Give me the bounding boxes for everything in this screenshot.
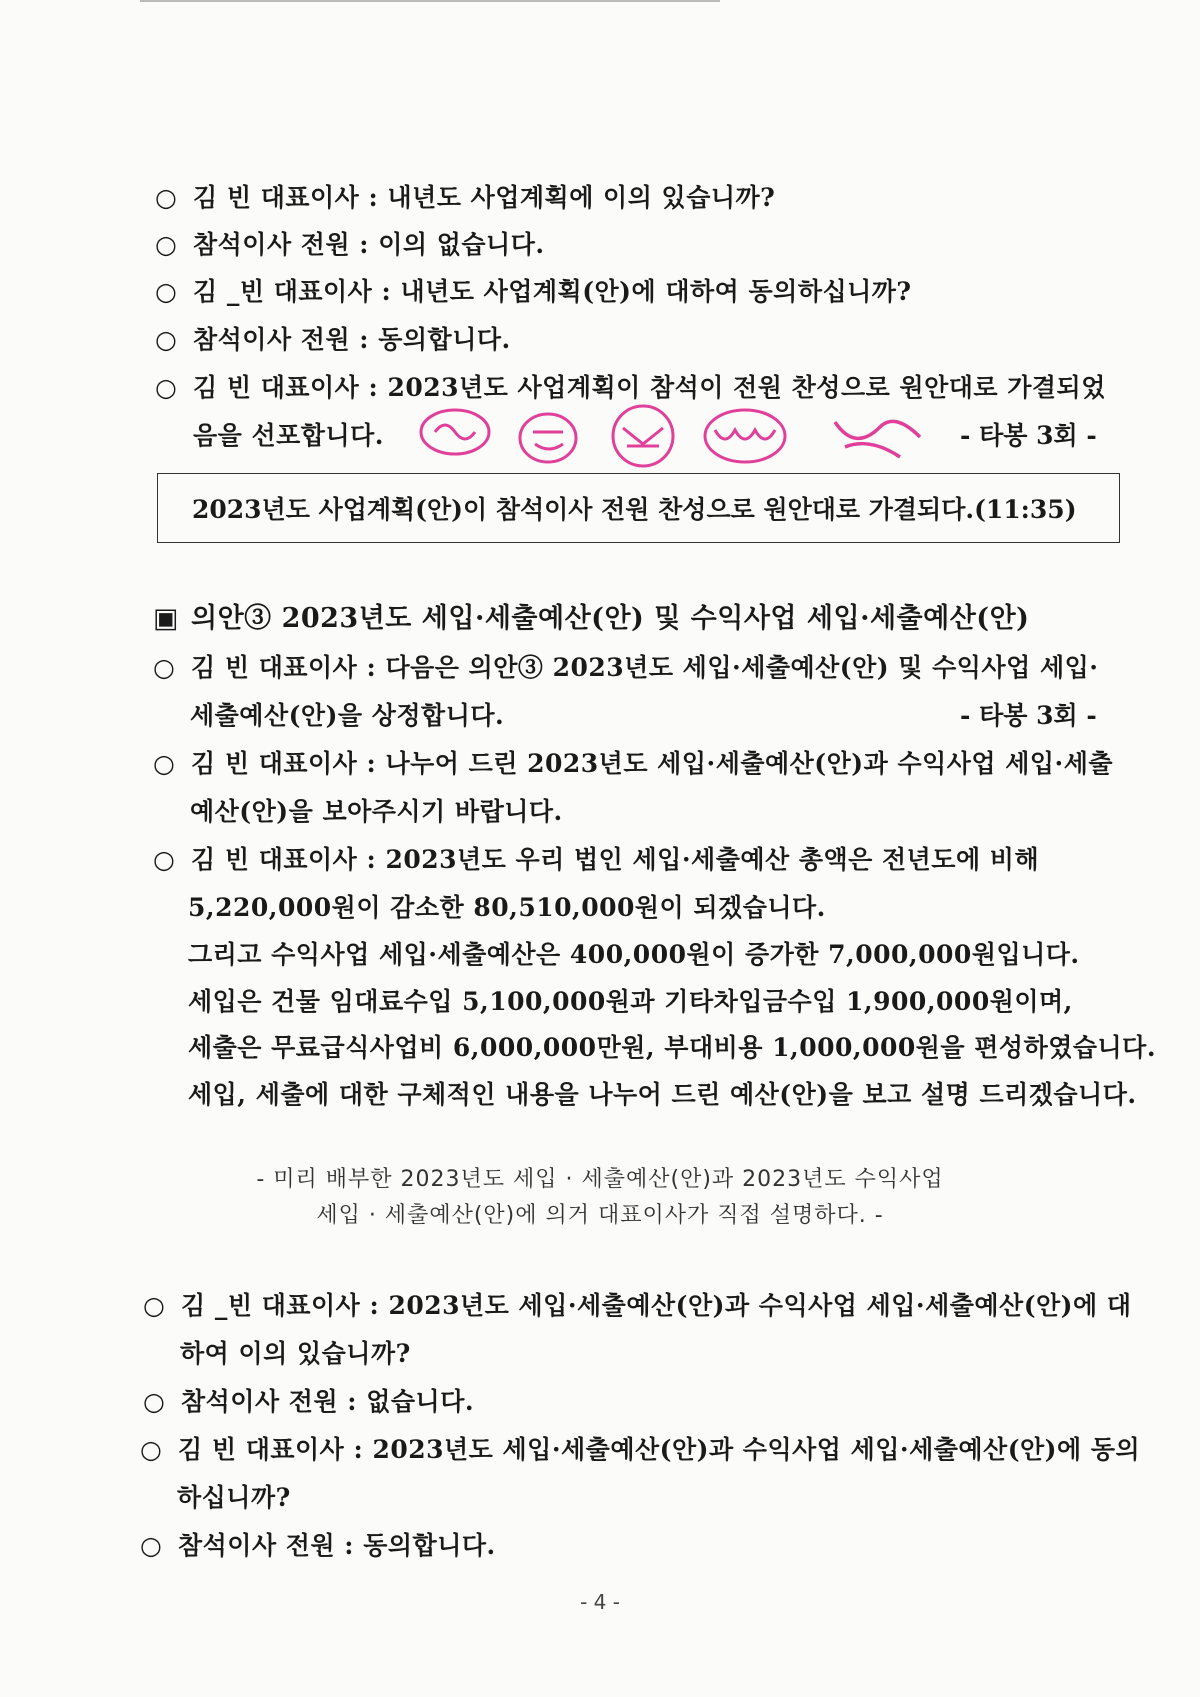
dialogue-continuation: 세출예산(안)을 상정합니다. <box>190 701 505 730</box>
dialogue-text: 김 빈 대표이사 : 나누어 드린 2023년도 세입·세출예산(안)과 수익사업 세입·세출 <box>191 749 1114 778</box>
scan-edge-line <box>140 0 720 2</box>
bullet: ○ <box>140 1531 163 1560</box>
bullet: ○ <box>155 183 178 212</box>
seal-stamp-mark <box>435 425 475 439</box>
bullet: ○ <box>140 1435 163 1464</box>
dialogue-line <box>155 178 775 214</box>
dialogue-continuation: 예산(안)을 보아주시기 바랍니다. <box>190 797 563 826</box>
square-bullet-icon: ▣ <box>153 603 180 634</box>
dialogue-text: 김 빈 대표이사 : 내년도 사업계획에 이의 있습니까? <box>193 183 776 212</box>
director-seals <box>415 402 940 472</box>
seal-stamp <box>520 414 576 462</box>
dialogue-continuation: 음을 선포합니다. <box>193 421 384 450</box>
explanation-note: - 미리 배부한 2023년도 세입 · 세출예산(안)과 2023년도 수익사업 <box>256 1167 944 1192</box>
dialogue-line <box>140 1526 496 1562</box>
dialogue-text: 김 _빈 대표이사 : 2023년도 세입·세출예산(안)과 수익사업 세입·세출예산(안)에 대 <box>181 1291 1132 1320</box>
explanation-note: 세입 · 세출예산(안)에 의거 대표이사가 직접 설명하다. - <box>316 1203 884 1228</box>
agenda-title: 의안③ 2023년도 세입·세출예산(안) 및 수익사업 세입·세출예산(안) <box>191 603 1030 634</box>
dialogue-continuation: 하여 이의 있습니까? <box>180 1339 411 1368</box>
dialogue-continuation: 5,220,000원이 감소한 80,510,000원이 되겠습니다. <box>188 893 826 922</box>
bullet: ○ <box>155 325 178 354</box>
dialogue-continuation: 세입, 세출에 대한 구체적인 내용을 나누어 드린 예산(안)을 보고 설명 드리겠습니다. <box>188 1080 1137 1109</box>
bullet: ○ <box>155 277 178 306</box>
resolution-box: 2023년도 사업계획(안)이 참석이사 전원 찬성으로 원안대로 가결되다.(11:35) <box>157 473 1120 543</box>
seal-stamp-mark <box>715 430 775 439</box>
dialogue-text: 참석이사 전원 : 동의합니다. <box>193 325 511 354</box>
dialogue-line <box>140 1430 1140 1466</box>
page-number: - 4 - <box>580 1590 620 1614</box>
bullet: ○ <box>143 1387 166 1416</box>
dialogue-text: 김 빈 대표이사 : 다음은 의안③ 2023년도 세입·세출예산(안) 및 수익사업 세입· <box>191 653 1099 682</box>
dialogue-line <box>155 368 1106 404</box>
bullet: ○ <box>153 845 176 874</box>
dialogue-text: 김 빈 대표이사 : 2023년도 사업계획이 참석이 전원 찬성으로 원안대로 가결되었 <box>193 373 1106 402</box>
dialogue-line <box>143 1286 1132 1322</box>
gavel-note: - 타봉 3회 - <box>960 421 1097 450</box>
dialogue-line <box>155 225 545 261</box>
dialogue-text: 김 _빈 대표이사 : 내년도 사업계획(안)에 대하여 동의하십니까? <box>193 277 912 306</box>
dialogue-continuation: 세출은 무료급식사업비 6,000,000만원, 부대비용 1,000,000원을 편성하였습니다. <box>188 1033 1157 1062</box>
dialogue-line <box>143 1382 474 1418</box>
dialogue-line <box>153 648 1098 684</box>
seal-stamp-mark <box>623 428 663 446</box>
dialogue-line <box>155 272 912 308</box>
dialogue-text: 김 빈 대표이사 : 2023년도 세입·세출예산(안)과 수익사업 세입·세출예산(안)에 동의 <box>178 1435 1141 1464</box>
dialogue-line <box>155 320 511 356</box>
bullet: ○ <box>155 230 178 259</box>
dialogue-text: 참석이사 전원 : 없습니다. <box>181 1387 475 1416</box>
dialogue-text: 김 빈 대표이사 : 2023년도 우리 법인 세입·세출예산 총액은 전년도에 비해 <box>191 845 1040 874</box>
dialogue-continuation: 세입은 건물 임대료수입 5,100,000원과 기타차입금수입 1,900,000원이며, <box>188 987 1073 1016</box>
agenda-heading <box>153 596 1029 635</box>
dialogue-continuation: 그리고 수익사업 세입·세출예산은 400,000원이 증가한 7,000,000원입니다. <box>188 940 1080 969</box>
dialogue-line <box>153 840 1039 876</box>
seal-stamp <box>705 410 785 462</box>
seal-stamp-mark <box>533 432 563 449</box>
bullet: ○ <box>155 373 178 402</box>
bullet: ○ <box>153 653 176 682</box>
dialogue-continuation: 하십니까? <box>177 1483 291 1512</box>
signature-mark <box>835 421 920 457</box>
gavel-note: - 타봉 3회 - <box>960 701 1097 730</box>
bullet: ○ <box>153 749 176 778</box>
dialogue-text: 참석이사 전원 : 동의합니다. <box>178 1531 496 1560</box>
dialogue-line <box>153 744 1113 780</box>
seal-stamp <box>613 406 673 466</box>
dialogue-text: 참석이사 전원 : 이의 없습니다. <box>193 230 545 259</box>
bullet: ○ <box>143 1291 166 1320</box>
